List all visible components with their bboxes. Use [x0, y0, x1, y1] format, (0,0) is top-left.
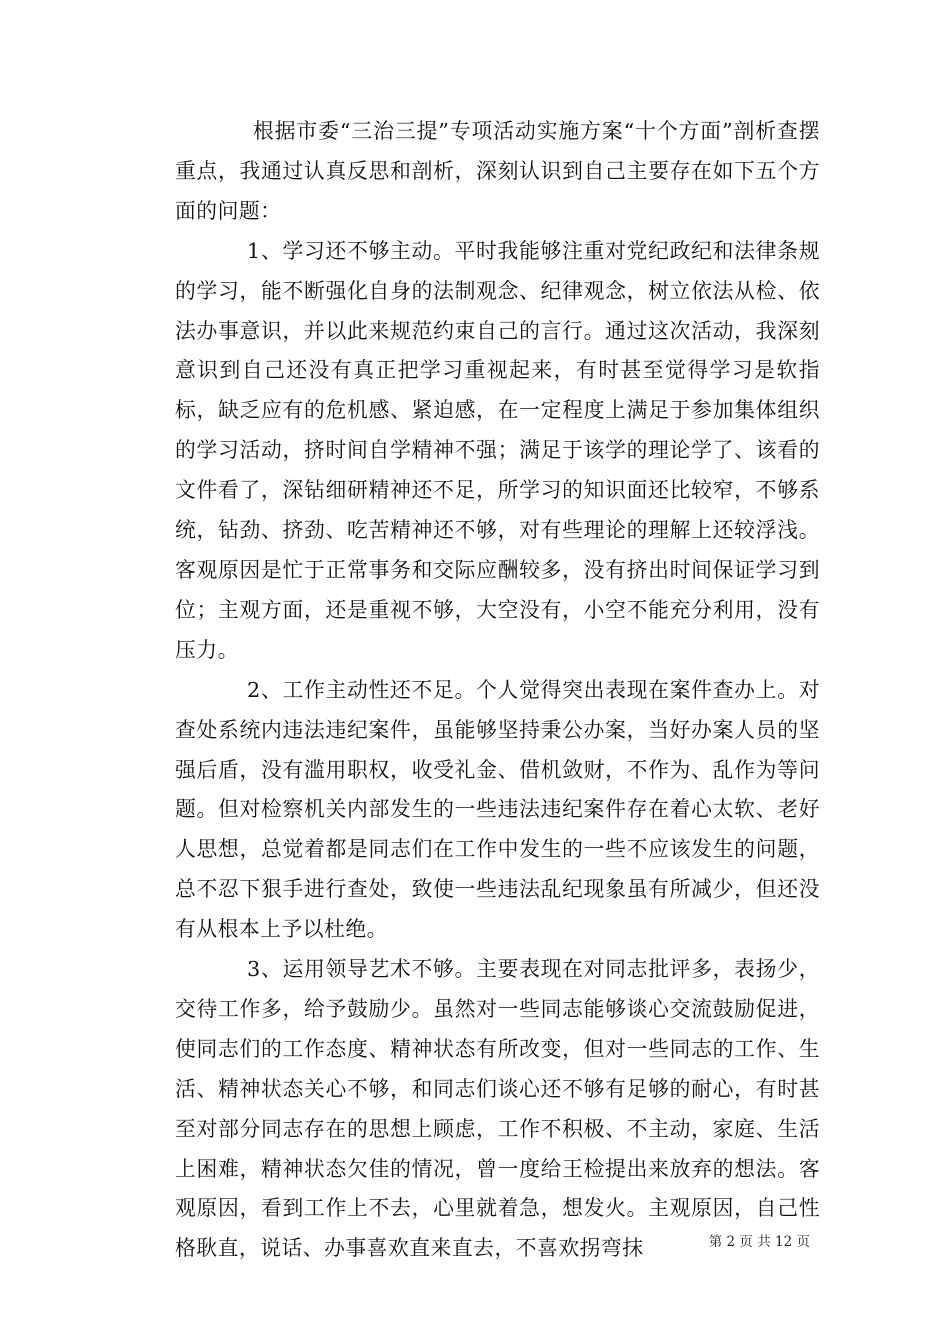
- document-body: [175, 112, 820, 1269]
- paragraph-intro: 根据市委“三治三提”专项活动实施方案“十个方面”剖析查摆重点，我通过认真反思和剖析，深刻认识到自己主要存在如下五个方面的问题：: [175, 119, 820, 223]
- paragraph-item-2: 2、工作主动性还不足。个人觉得突出表现在案件查办上。对查处系统内违法违纪案件，虽能够坚持秉公办案，当好办案人员的坚强后盾，没有滥用职权，收受礼金、借机敛财，不作为、乱作为等问题。但对检察机关内部发生的一些违法违纪案件存在着心太软、老好人思想，总觉着都是同志们在工作中发生的一些不应该发生的问题，总不忍下狠手进行查处，致使一些违法乱纪现象虽有所减少，但还没有从根本上予以杜绝。: [175, 677, 820, 942]
- paragraph-item-3: 3、运用领导艺术不够。主要表现在对同志批评多，表扬少，交待工作多，给予鼓励少。虽然对一些同志能够谈心交流鼓励促进，使同志们的工作态度、精神状态有所改变，但对一些同志的工作、生活、精神状态关心不够，和同志们谈心还不够有足够的耐心，有时甚至对部分同志存在的思想上顾虑，工作不积极、不主动，家庭、生活上困难，精神状态欠佳的情况，曾一度给王检提出来放弃的想法。客观原因，看到工作上不去，心里就着急，想发火。主观原因，自己性格耿直，说话、办事喜欢直来直去，不喜欢拐弯抹: [175, 957, 820, 1261]
- paragraph-item-1: 1、学习还不够主动。平时我能够注重对党纪政纪和法律条规的学习，能不断强化自身的法制观念、纪律观念，树立依法从检、依法办事意识，并以此来规范约束自己的言行。通过这次活动，我深刻意识到自己还没有真正把学习重视起来，有时甚至觉得学习是软指标，缺乏应有的危机感、紧迫感，在一定程度上满足于参加集体组织的学习活动，挤时间自学精神不强；满足于该学的理论学了、该看的文件看了，深钻细研精神还不足，所学习的知识面还比较窄，不够系统，钻劲、挤劲、吃苦精神还不够，对有些理论的理解上还较浮浅。客观原因是忙于正常事务和交际应酬较多，没有挤出时间保证学习到位；主观方面，还是重视不够，大空没有，小空不能充分利用，没有压力。: [175, 238, 820, 662]
- page-number-footer: 第 2 页 共 12 页: [708, 1234, 810, 1250]
